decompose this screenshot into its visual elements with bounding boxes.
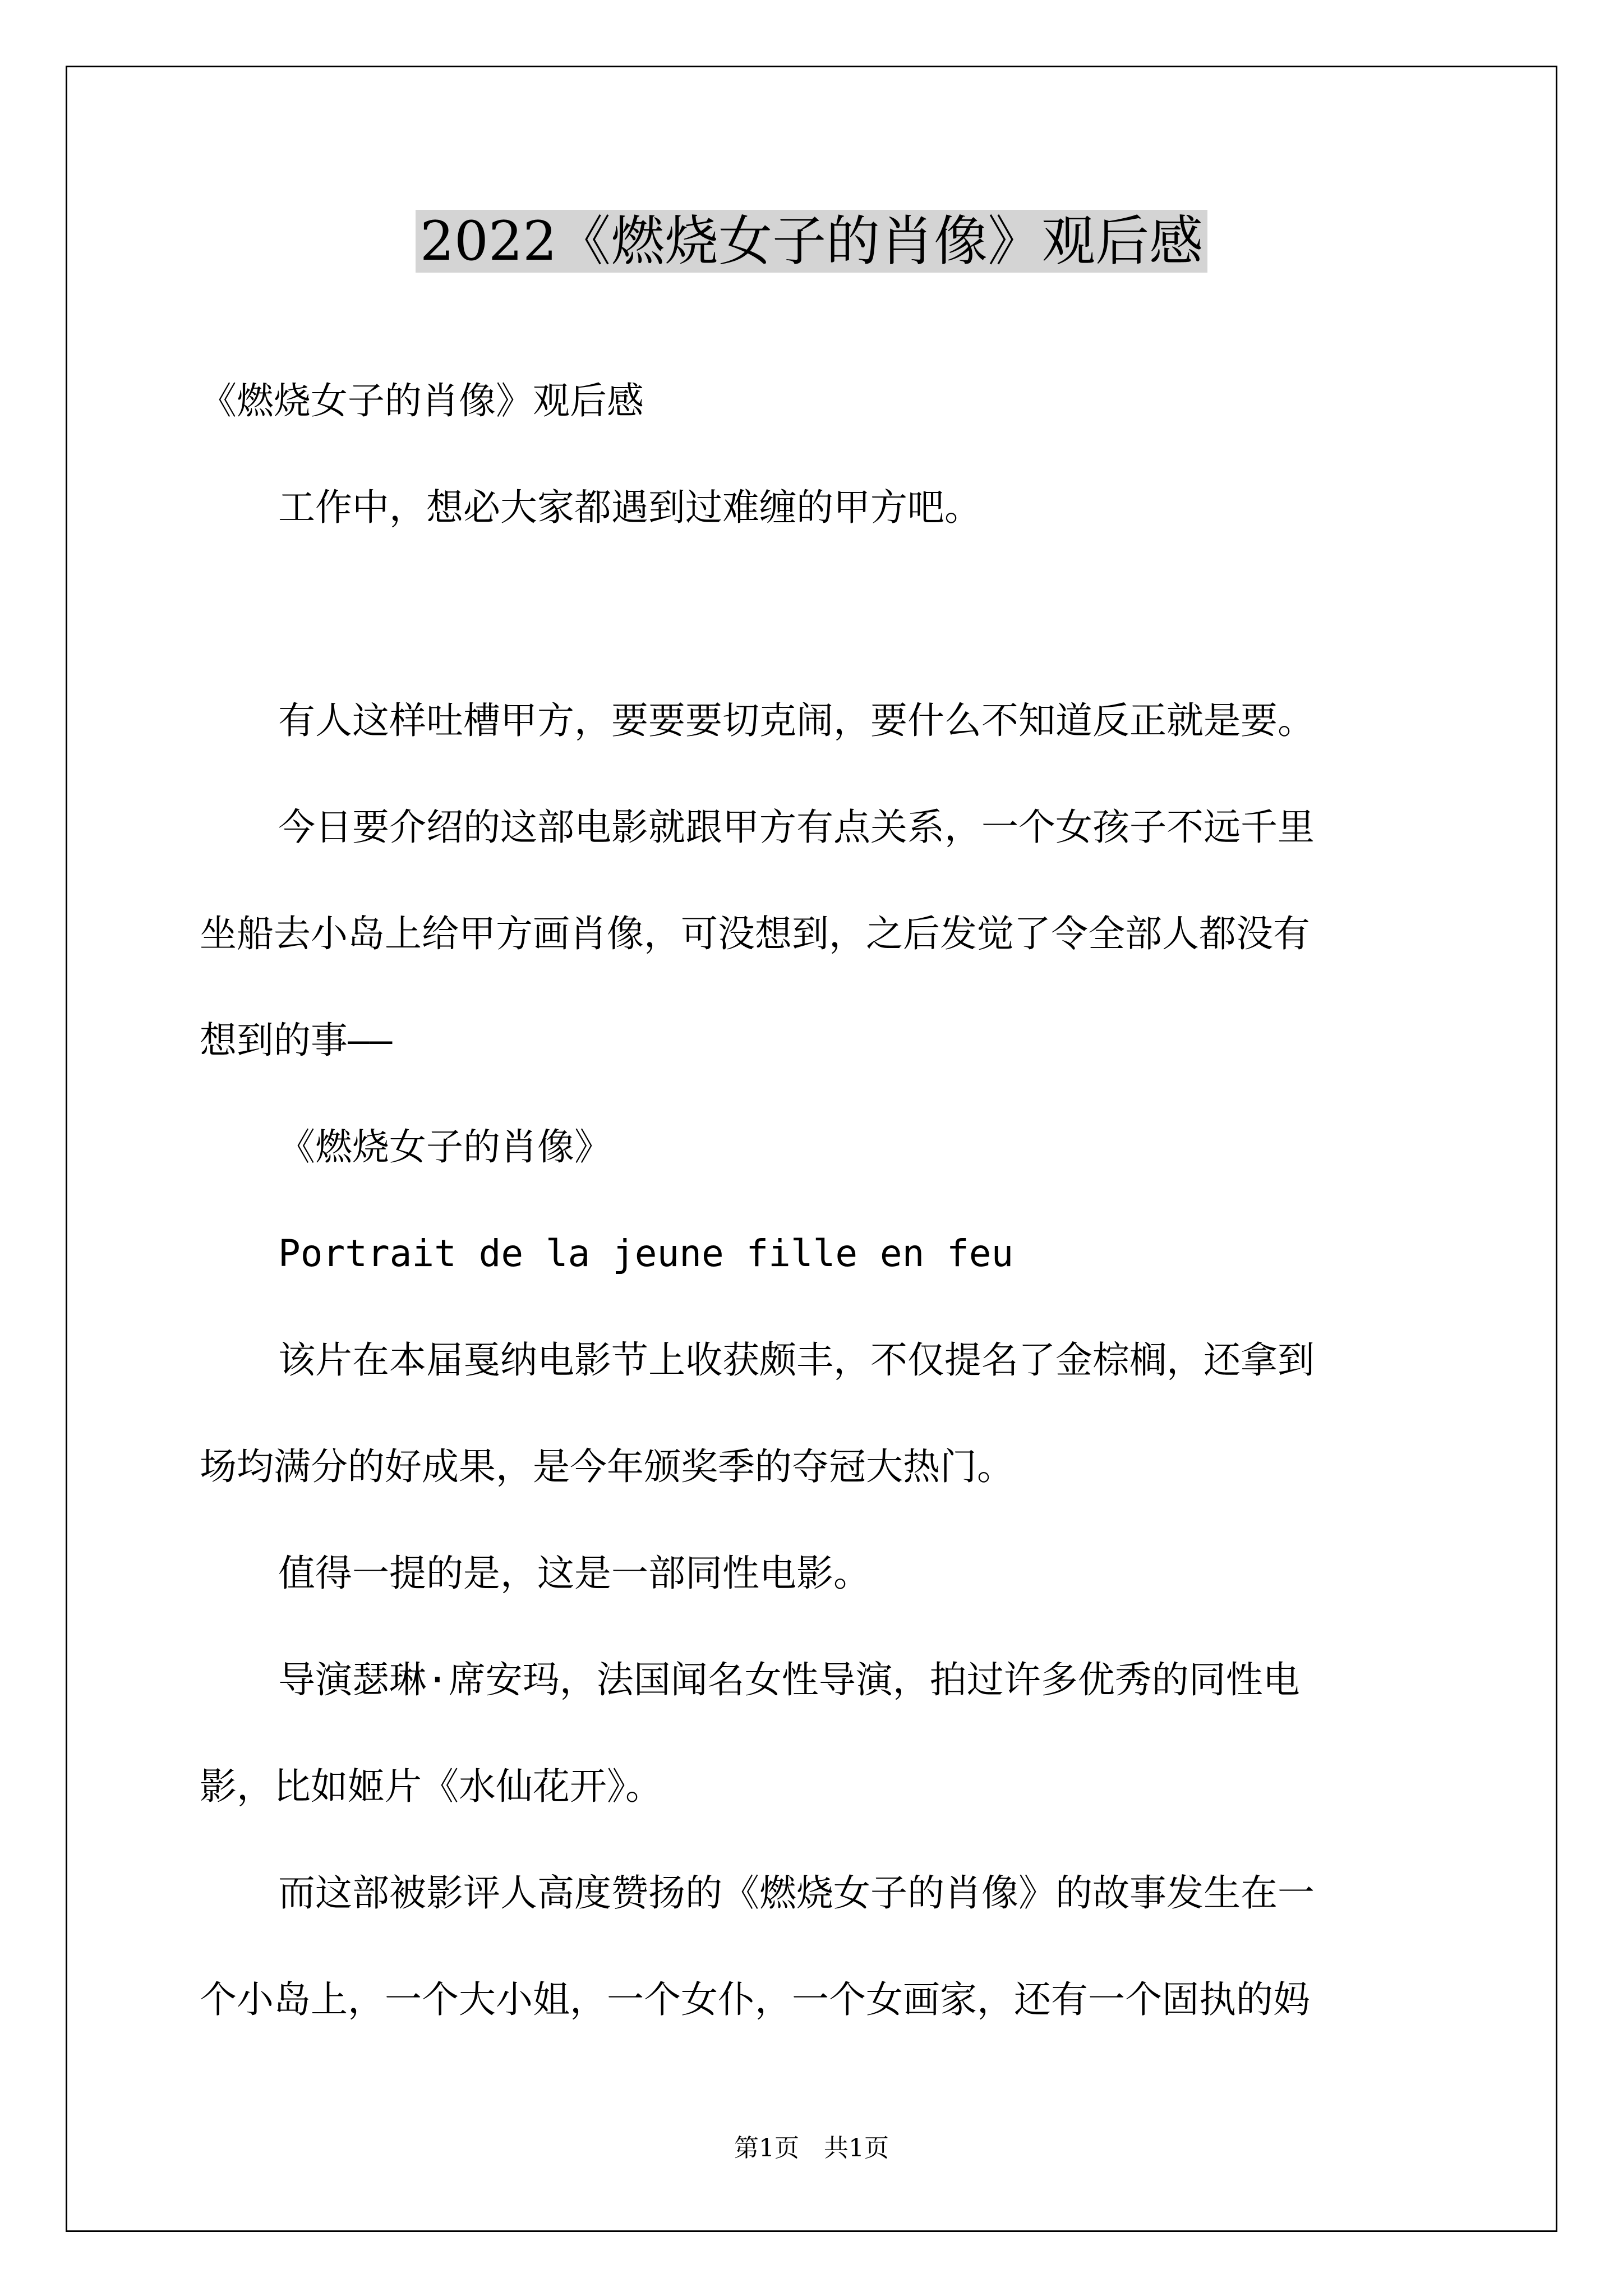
paragraph-line: 影，比如姬片《水仙花开》。	[200, 1765, 662, 1808]
paragraph-line: 值得一提的是，这是一部同性电影。	[278, 1552, 870, 1595]
paragraph-line: 而这部被影评人高度赞扬的《燃烧女子的肖像》的故事发生在一	[278, 1871, 1315, 1915]
page-footer: 第1页 共1页	[734, 2134, 889, 2162]
document-title	[0, 202, 1623, 280]
paragraph-line: 《燃烧女子的肖像》	[278, 1125, 611, 1168]
paragraph-line: 该片在本届戛纳电影节上收获颇丰，不仅提名了金棕榈，还拿到	[278, 1338, 1315, 1382]
paragraph-line: 个小岛上，一个大小姐，一个女仆，一个女画家，还有一个固执的妈	[200, 1978, 1310, 2021]
paragraph-line: 场均满分的好成果，是今年颁奖季的夺冠大热门。	[200, 1445, 1014, 1488]
paragraph-line: 工作中，想必大家都遇到过难缠的甲方吧。	[278, 486, 981, 529]
paragraph-line: 想到的事——	[200, 1019, 393, 1062]
paragraph-line: 坐船去小岛上给甲方画肖像，可没想到，之后发觉了令全部人都没有	[200, 912, 1310, 955]
paragraph-line: 有人这样吐槽甲方，要要要切克闹，要什么不知道反正就是要。	[278, 699, 1315, 742]
paragraph-subtitle: 《燃烧女子的肖像》观后感	[200, 379, 644, 422]
document-title-text: 2022《燃烧女子的肖像》观后感	[416, 210, 1207, 273]
paragraph-line: Portrait de la jeune fille en feu	[278, 1232, 1014, 1275]
document-body	[200, 348, 1433, 2053]
paragraph-line: 导演瑟琳·席安玛，法国闻名女性导演，拍过许多优秀的同性电	[278, 1658, 1300, 1701]
paragraph-line: 今日要介绍的这部电影就跟甲方有点关系，一个女孩子不远千里	[278, 806, 1315, 849]
